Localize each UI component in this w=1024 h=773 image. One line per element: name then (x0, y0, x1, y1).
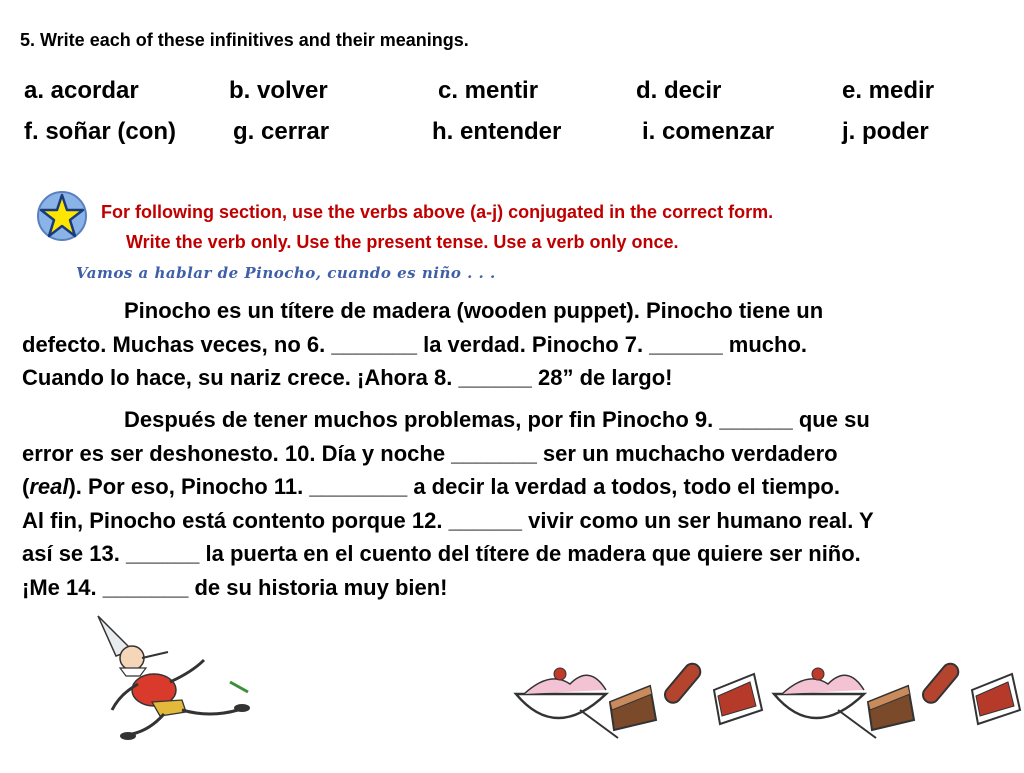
verb-d: d. decir (636, 77, 722, 104)
pinocchio-illustration (80, 612, 260, 752)
paragraph-2-line-6: ¡Me 14. _______ de su historia muy bien! (22, 574, 448, 600)
paragraph-2-line-5: así se 13. ______ la puerta en el cuento del títere de madera que quiere ser niño. (22, 541, 861, 566)
paragraph-1 (22, 294, 990, 395)
paragraph-2-line-2: error es ser deshonesto. 10. Día y noche _______ ser un muchacho verdadero (22, 440, 838, 466)
paragraph-2-line-4: Al fin, Pinocho está contento porque 12. ______ vivir como un ser humano real. Y (22, 507, 874, 533)
exercise-heading: 5. Write each of these infinitives and their meanings. (20, 30, 469, 50)
verb-j: j. poder (842, 118, 929, 145)
verb-h: h. entender (432, 118, 562, 145)
verb-b: b. volver (229, 77, 328, 104)
instruction-line-2: Write the verb only. Use the present tense. Use a verb only once. (126, 232, 679, 252)
instruction-line-1: For following section, use the verbs above (a-j) conjugated in the correct form. (101, 202, 774, 222)
verb-g: g. cerrar (233, 118, 330, 145)
star-icon (36, 190, 88, 242)
verb-c: c. mentir (438, 77, 539, 104)
dessert-border-illustration (510, 650, 1024, 768)
story-title: Vamos a hablar de Pinocho, cuando es niño . . . (76, 264, 496, 282)
paragraph-1-line-1: Pinocho es un títere de madera (wooden puppet). Pinocho tiene un (124, 298, 824, 323)
paragraph-1-line-3: Cuando lo hace, su nariz crece. ¡Ahora 8. ______ 28” de largo! (22, 365, 673, 390)
verb-f: f. soñar (con) (24, 118, 177, 145)
paragraph-1-line-2: defecto. Muchas veces, no 6. _______ la verdad. Pinocho 7. ______ mucho. (22, 331, 808, 357)
paragraph-2-line-1: Después de tener muchos problemas, por fin Pinocho 9. ______ que su (124, 407, 870, 432)
verb-a: a. acordar (24, 77, 139, 104)
verb-e: e. medir (842, 77, 935, 104)
italic-word: real (29, 474, 69, 499)
paragraph-2-line-3: (real). Por eso, Pinocho 11. ________ a decir la verdad a todos, todo el tiempo. (22, 474, 840, 499)
paragraph-2 (22, 403, 990, 604)
verb-i: i. comenzar (642, 118, 775, 145)
